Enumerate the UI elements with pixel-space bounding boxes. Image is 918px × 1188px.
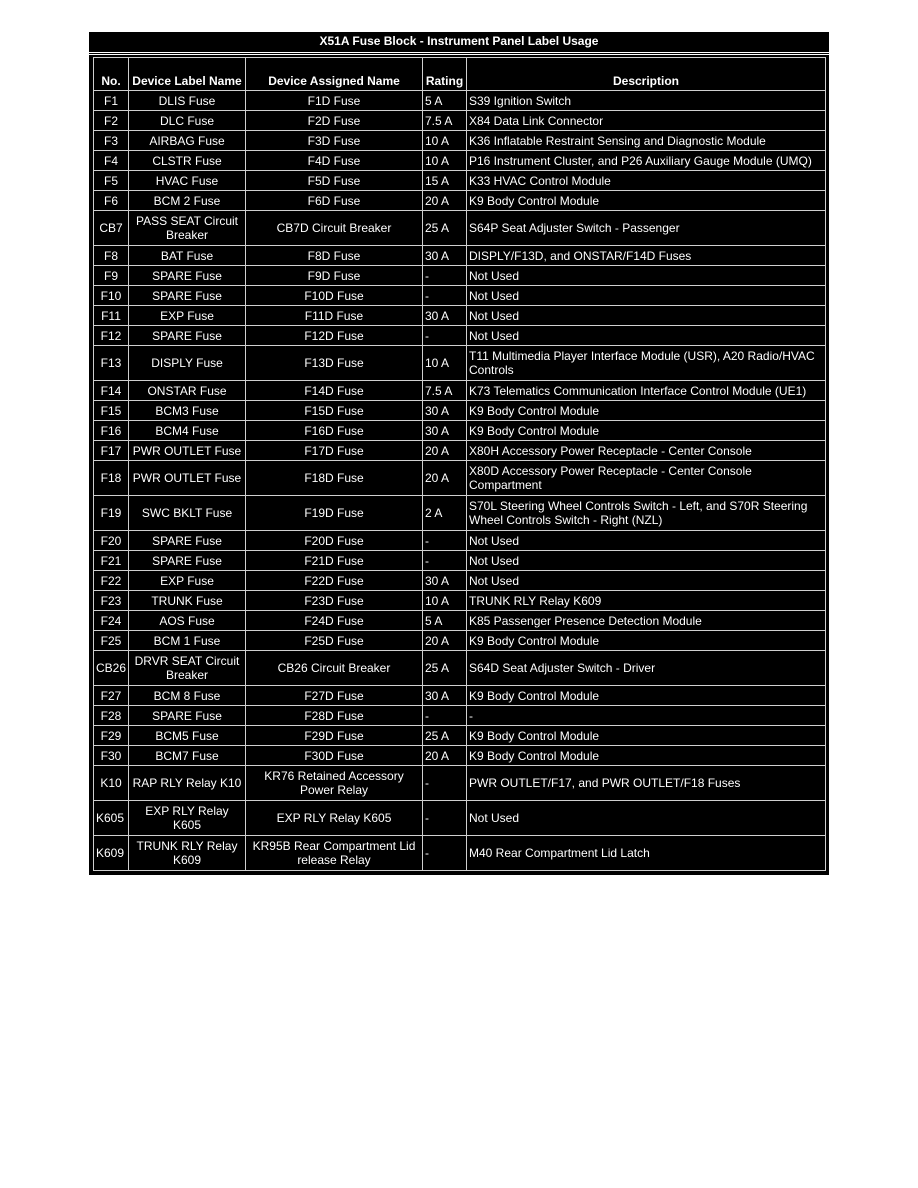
cell-assigned-name: F3D Fuse — [246, 131, 423, 151]
cell-description: - — [467, 706, 826, 726]
cell-description: S64D Seat Adjuster Switch - Driver — [467, 651, 826, 686]
cell-description: K33 HVAC Control Module — [467, 171, 826, 191]
cell-no: F12 — [94, 326, 129, 346]
cell-assigned-name: F23D Fuse — [246, 591, 423, 611]
cell-no: F27 — [94, 686, 129, 706]
cell-device-label: DLC Fuse — [129, 111, 246, 131]
table-row — [94, 496, 826, 531]
cell-assigned-name: F15D Fuse — [246, 401, 423, 421]
table-row — [94, 246, 826, 266]
fuse-table — [93, 57, 826, 871]
cell-description: K9 Body Control Module — [467, 726, 826, 746]
cell-description: K9 Body Control Module — [467, 421, 826, 441]
table-row — [94, 726, 826, 746]
cell-rating: - — [423, 286, 467, 306]
table-row — [94, 611, 826, 631]
cell-rating: 5 A — [423, 611, 467, 631]
cell-no: F21 — [94, 551, 129, 571]
cell-rating: 30 A — [423, 686, 467, 706]
table-row — [94, 171, 826, 191]
cell-description: K85 Passenger Presence Detection Module — [467, 611, 826, 631]
table-row — [94, 381, 826, 401]
cell-assigned-name: F17D Fuse — [246, 441, 423, 461]
cell-description: DISPLY/F13D, and ONSTAR/F14D Fuses — [467, 246, 826, 266]
cell-no: F3 — [94, 131, 129, 151]
table-row — [94, 651, 826, 686]
cell-device-label: SPARE Fuse — [129, 286, 246, 306]
cell-rating: 25 A — [423, 726, 467, 746]
cell-rating: 20 A — [423, 746, 467, 766]
cell-device-label: AIRBAG Fuse — [129, 131, 246, 151]
table-row — [94, 131, 826, 151]
cell-no: F6 — [94, 191, 129, 211]
cell-rating: 25 A — [423, 211, 467, 246]
cell-assigned-name: F24D Fuse — [246, 611, 423, 631]
cell-rating: 2 A — [423, 496, 467, 531]
cell-no: F25 — [94, 631, 129, 651]
cell-no: F8 — [94, 246, 129, 266]
cell-assigned-name: F16D Fuse — [246, 421, 423, 441]
cell-description: Not Used — [467, 266, 826, 286]
cell-description: K9 Body Control Module — [467, 401, 826, 421]
cell-assigned-name: F21D Fuse — [246, 551, 423, 571]
cell-no: CB26 — [94, 651, 129, 686]
table-row — [94, 286, 826, 306]
table-row — [94, 631, 826, 651]
cell-description: S39 Ignition Switch — [467, 91, 826, 111]
cell-rating: - — [423, 706, 467, 726]
table-row — [94, 746, 826, 766]
table-row — [94, 151, 826, 171]
cell-description: Not Used — [467, 306, 826, 326]
cell-device-label: DRVR SEAT Circuit Breaker — [129, 651, 246, 686]
col-header-rating: Rating — [423, 58, 467, 91]
cell-assigned-name: F29D Fuse — [246, 726, 423, 746]
cell-description: PWR OUTLET/F17, and PWR OUTLET/F18 Fuses — [467, 766, 826, 801]
cell-no: F4 — [94, 151, 129, 171]
cell-assigned-name: F4D Fuse — [246, 151, 423, 171]
cell-no: F15 — [94, 401, 129, 421]
cell-rating: 20 A — [423, 631, 467, 651]
cell-rating: 10 A — [423, 151, 467, 171]
table-row — [94, 266, 826, 286]
cell-assigned-name: F6D Fuse — [246, 191, 423, 211]
cell-assigned-name: F30D Fuse — [246, 746, 423, 766]
cell-device-label: DLIS Fuse — [129, 91, 246, 111]
cell-no: F24 — [94, 611, 129, 631]
cell-assigned-name: F8D Fuse — [246, 246, 423, 266]
cell-no: F30 — [94, 746, 129, 766]
cell-description: Not Used — [467, 326, 826, 346]
cell-description: Not Used — [467, 551, 826, 571]
cell-no: CB7 — [94, 211, 129, 246]
cell-no: F18 — [94, 461, 129, 496]
cell-rating: 30 A — [423, 571, 467, 591]
table-row — [94, 836, 826, 871]
cell-rating: - — [423, 266, 467, 286]
col-header-assigned-name: Device Assigned Name — [246, 58, 423, 91]
cell-assigned-name: F14D Fuse — [246, 381, 423, 401]
cell-device-label: EXP Fuse — [129, 306, 246, 326]
table-row — [94, 551, 826, 571]
cell-rating: 10 A — [423, 131, 467, 151]
table-row — [94, 706, 826, 726]
cell-no: F11 — [94, 306, 129, 326]
table-row — [94, 91, 826, 111]
cell-device-label: SWC BKLT Fuse — [129, 496, 246, 531]
table-title: X51A Fuse Block - Instrument Panel Label Usage — [89, 32, 829, 55]
cell-description: T11 Multimedia Player Interface Module (USR), A20 Radio/HVAC Controls — [467, 346, 826, 381]
cell-description: P16 Instrument Cluster, and P26 Auxiliary Gauge Module (UMQ) — [467, 151, 826, 171]
cell-device-label: BCM5 Fuse — [129, 726, 246, 746]
table-body — [94, 91, 826, 871]
table-row — [94, 591, 826, 611]
cell-device-label: HVAC Fuse — [129, 171, 246, 191]
cell-device-label: SPARE Fuse — [129, 706, 246, 726]
cell-no: F13 — [94, 346, 129, 381]
cell-no: F10 — [94, 286, 129, 306]
cell-assigned-name: F27D Fuse — [246, 686, 423, 706]
cell-no: K605 — [94, 801, 129, 836]
table-row — [94, 461, 826, 496]
cell-rating: - — [423, 551, 467, 571]
cell-rating: 10 A — [423, 591, 467, 611]
cell-no: F19 — [94, 496, 129, 531]
table-row — [94, 346, 826, 381]
cell-no: F17 — [94, 441, 129, 461]
cell-description: X84 Data Link Connector — [467, 111, 826, 131]
table-row — [94, 441, 826, 461]
cell-description: K9 Body Control Module — [467, 191, 826, 211]
cell-assigned-name: F28D Fuse — [246, 706, 423, 726]
header-row — [94, 58, 826, 91]
cell-assigned-name: F12D Fuse — [246, 326, 423, 346]
table-row — [94, 766, 826, 801]
cell-no: F16 — [94, 421, 129, 441]
cell-rating: - — [423, 801, 467, 836]
cell-description: K9 Body Control Module — [467, 746, 826, 766]
cell-assigned-name: F22D Fuse — [246, 571, 423, 591]
fuse-table-frame — [89, 32, 829, 875]
cell-no: K609 — [94, 836, 129, 871]
cell-no: F20 — [94, 531, 129, 551]
table-row — [94, 401, 826, 421]
cell-assigned-name: F9D Fuse — [246, 266, 423, 286]
cell-device-label: PWR OUTLET Fuse — [129, 441, 246, 461]
table-row — [94, 191, 826, 211]
cell-rating: 10 A — [423, 346, 467, 381]
cell-description: Not Used — [467, 571, 826, 591]
col-header-description: Description — [467, 58, 826, 91]
cell-description: TRUNK RLY Relay K609 — [467, 591, 826, 611]
cell-no: F22 — [94, 571, 129, 591]
cell-rating: 25 A — [423, 651, 467, 686]
cell-rating: 7.5 A — [423, 111, 467, 131]
cell-description: X80D Accessory Power Receptacle - Center Console Compartment — [467, 461, 826, 496]
cell-rating: - — [423, 766, 467, 801]
cell-rating: 20 A — [423, 441, 467, 461]
table-row — [94, 421, 826, 441]
cell-rating: - — [423, 836, 467, 871]
cell-no: F28 — [94, 706, 129, 726]
cell-rating: 30 A — [423, 306, 467, 326]
cell-description: K9 Body Control Module — [467, 631, 826, 651]
cell-device-label: EXP Fuse — [129, 571, 246, 591]
cell-rating: - — [423, 531, 467, 551]
cell-no: F29 — [94, 726, 129, 746]
cell-device-label: SPARE Fuse — [129, 531, 246, 551]
cell-assigned-name: CB7D Circuit Breaker — [246, 211, 423, 246]
cell-assigned-name: F18D Fuse — [246, 461, 423, 496]
cell-description: Not Used — [467, 531, 826, 551]
cell-device-label: EXP RLY Relay K605 — [129, 801, 246, 836]
cell-no: F14 — [94, 381, 129, 401]
cell-no: F1 — [94, 91, 129, 111]
table-row — [94, 571, 826, 591]
cell-assigned-name: F20D Fuse — [246, 531, 423, 551]
cell-no: F2 — [94, 111, 129, 131]
table-row — [94, 686, 826, 706]
cell-device-label: BCM7 Fuse — [129, 746, 246, 766]
cell-rating: 30 A — [423, 246, 467, 266]
cell-device-label: BAT Fuse — [129, 246, 246, 266]
cell-assigned-name: F1D Fuse — [246, 91, 423, 111]
cell-device-label: BCM3 Fuse — [129, 401, 246, 421]
cell-device-label: SPARE Fuse — [129, 551, 246, 571]
cell-rating: 7.5 A — [423, 381, 467, 401]
cell-rating: 20 A — [423, 191, 467, 211]
table-row — [94, 211, 826, 246]
col-header-device-label: Device Label Name — [129, 58, 246, 91]
cell-description: Not Used — [467, 286, 826, 306]
cell-description: K9 Body Control Module — [467, 686, 826, 706]
table-row — [94, 801, 826, 836]
cell-assigned-name: KR76 Retained Accessory Power Relay — [246, 766, 423, 801]
cell-assigned-name: F5D Fuse — [246, 171, 423, 191]
cell-assigned-name: F13D Fuse — [246, 346, 423, 381]
cell-assigned-name: F2D Fuse — [246, 111, 423, 131]
cell-rating: 30 A — [423, 421, 467, 441]
table-row — [94, 111, 826, 131]
cell-device-label: DISPLY Fuse — [129, 346, 246, 381]
cell-device-label: ONSTAR Fuse — [129, 381, 246, 401]
cell-device-label: TRUNK RLY Relay K609 — [129, 836, 246, 871]
cell-device-label: PASS SEAT Circuit Breaker — [129, 211, 246, 246]
cell-device-label: CLSTR Fuse — [129, 151, 246, 171]
cell-no: F5 — [94, 171, 129, 191]
table-row — [94, 326, 826, 346]
cell-device-label: AOS Fuse — [129, 611, 246, 631]
cell-assigned-name: CB26 Circuit Breaker — [246, 651, 423, 686]
cell-description: Not Used — [467, 801, 826, 836]
cell-device-label: BCM4 Fuse — [129, 421, 246, 441]
cell-assigned-name: F11D Fuse — [246, 306, 423, 326]
cell-device-label: BCM 1 Fuse — [129, 631, 246, 651]
cell-no: F9 — [94, 266, 129, 286]
cell-description: K73 Telematics Communication Interface Control Module (UE1) — [467, 381, 826, 401]
cell-device-label: SPARE Fuse — [129, 266, 246, 286]
cell-assigned-name: F19D Fuse — [246, 496, 423, 531]
cell-rating: 5 A — [423, 91, 467, 111]
cell-no: K10 — [94, 766, 129, 801]
cell-description: M40 Rear Compartment Lid Latch — [467, 836, 826, 871]
cell-device-label: BCM 2 Fuse — [129, 191, 246, 211]
cell-assigned-name: F25D Fuse — [246, 631, 423, 651]
cell-device-label: TRUNK Fuse — [129, 591, 246, 611]
cell-assigned-name: F10D Fuse — [246, 286, 423, 306]
cell-no: F23 — [94, 591, 129, 611]
cell-device-label: RAP RLY Relay K10 — [129, 766, 246, 801]
cell-device-label: BCM 8 Fuse — [129, 686, 246, 706]
table-row — [94, 531, 826, 551]
cell-rating: - — [423, 326, 467, 346]
cell-assigned-name: EXP RLY Relay K605 — [246, 801, 423, 836]
cell-rating: 30 A — [423, 401, 467, 421]
cell-device-label: PWR OUTLET Fuse — [129, 461, 246, 496]
cell-description: X80H Accessory Power Receptacle - Center Console — [467, 441, 826, 461]
table-row — [94, 306, 826, 326]
col-header-no: No. — [94, 58, 129, 91]
cell-device-label: SPARE Fuse — [129, 326, 246, 346]
cell-rating: 15 A — [423, 171, 467, 191]
cell-description: K36 Inflatable Restraint Sensing and Diagnostic Module — [467, 131, 826, 151]
cell-description: S64P Seat Adjuster Switch - Passenger — [467, 211, 826, 246]
cell-assigned-name: KR95B Rear Compartment Lid release Relay — [246, 836, 423, 871]
cell-description: S70L Steering Wheel Controls Switch - Left, and S70R Steering Wheel Controls Switch - Right (NZL) — [467, 496, 826, 531]
cell-rating: 20 A — [423, 461, 467, 496]
